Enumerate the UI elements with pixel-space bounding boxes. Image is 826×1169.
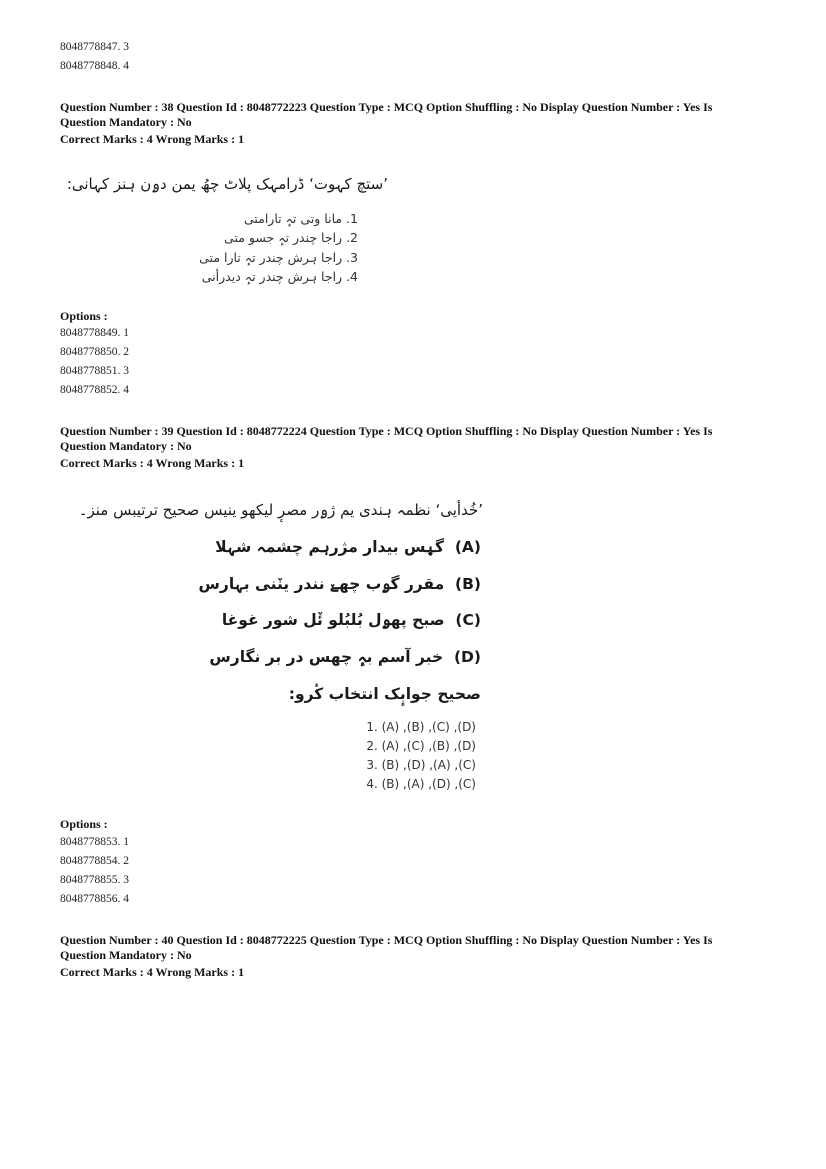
choice-3: 3. راجا ہرش چندر تہٕ تارا متی [199, 250, 358, 265]
option-id: 8048778848. [60, 60, 121, 72]
instruction-text: صحیح جوابٕک انتخاب کٔرو: [288, 685, 481, 703]
question-header: Question Number : 39 Question Id : 8048772224 Question Type : MCQ Option Shuffling : No Display Question Number : Yes Is [60, 424, 713, 438]
option-number: 4 [123, 384, 129, 396]
option-row [60, 344, 129, 360]
choice-3: 3. (B) ,(D) ,(A) ,(C) [366, 758, 476, 772]
question-text: ’ستچ کہوت‘ ڈرامہک پلاٹ چھُ یمن دۄن ہنز کہانی: [66, 175, 388, 193]
option-row [60, 58, 129, 74]
item-b [199, 566, 481, 603]
option-number: 3 [123, 365, 129, 377]
option-row [60, 853, 129, 869]
item-c [222, 602, 481, 639]
question-mandatory: Question Mandatory : No [60, 439, 192, 453]
option-id: 8048778850. [60, 346, 121, 358]
option-id: 8048778856. [60, 893, 121, 905]
option-row [60, 891, 129, 907]
option-number: 3 [123, 41, 129, 53]
question-mandatory: Question Mandatory : No [60, 115, 192, 129]
option-id: 8048778849. [60, 327, 121, 339]
choice-2: 2. (A) ,(C) ,(B) ,(D) [366, 739, 476, 753]
option-id: 8048778852. [60, 384, 121, 396]
options-label: Options : [60, 309, 108, 323]
item-a [215, 529, 481, 566]
choice-4: 4. (B) ,(A) ,(D) ,(C) [366, 777, 476, 791]
options-label: Options : [60, 817, 108, 831]
option-row [60, 325, 129, 341]
question-marks: Correct Marks : 4 Wrong Marks : 1 [60, 965, 245, 979]
choice-2: 2. راجا چندر تہٕ جسو متی [224, 230, 358, 245]
option-id: 8048778855. [60, 874, 121, 886]
option-number: 1 [123, 836, 129, 848]
option-row [60, 39, 129, 55]
choice-1: 1. (A) ,(B) ,(C) ,(D) [366, 720, 476, 734]
choice-1: 1. مانا وتی تہٕ تارامتی [243, 211, 358, 226]
option-number: 4 [123, 893, 129, 905]
option-number: 3 [123, 874, 129, 886]
item-text: گیٖس بیدار مژرہم چشمہ شہلا [215, 538, 445, 556]
question-header: Question Number : 38 Question Id : 8048772223 Question Type : MCQ Option Shuffling : No Display Question Number : Yes Is [60, 100, 713, 114]
option-row [60, 363, 129, 379]
option-row [60, 872, 129, 888]
item-label: (C) [455, 611, 481, 629]
question-marks: Correct Marks : 4 Wrong Marks : 1 [60, 456, 245, 470]
question-text: ’خُدأیی‘ نظمہ ہندی یم ژۄر مصرٕ لیکھو ینیس صحیح ترتیبس منز۔ [78, 501, 483, 519]
question-mandatory: Question Mandatory : No [60, 948, 192, 962]
item-text: مقرر گۄب چھےٚ نندر ینٚنی بہارس [198, 575, 445, 593]
item-label: (D) [453, 648, 481, 666]
option-number: 4 [123, 60, 129, 72]
choice-4: 4. راجا ہرش چندر تہٕ دیدرأنی [201, 269, 358, 284]
option-number: 2 [123, 855, 129, 867]
question-header: Question Number : 40 Question Id : 8048772225 Question Type : MCQ Option Shuffling : No Display Question Number : Yes Is [60, 933, 713, 947]
item-text: صبح پھۄل بُلبُلو ئٚل شور غوغا [221, 611, 445, 629]
option-number: 1 [123, 327, 129, 339]
item-label: (A) [454, 538, 481, 556]
item-text: خبر آسم بہٕ چھس در بر نگارس [209, 648, 444, 666]
option-number: 2 [123, 346, 129, 358]
option-id: 8048778847. [60, 41, 121, 53]
question-marks: Correct Marks : 4 Wrong Marks : 1 [60, 132, 245, 146]
option-id: 8048778851. [60, 365, 121, 377]
option-row [60, 834, 129, 850]
option-row [60, 382, 129, 398]
option-id: 8048778853. [60, 836, 121, 848]
item-label: (B) [454, 575, 481, 593]
option-id: 8048778854. [60, 855, 121, 867]
item-d [209, 639, 481, 676]
